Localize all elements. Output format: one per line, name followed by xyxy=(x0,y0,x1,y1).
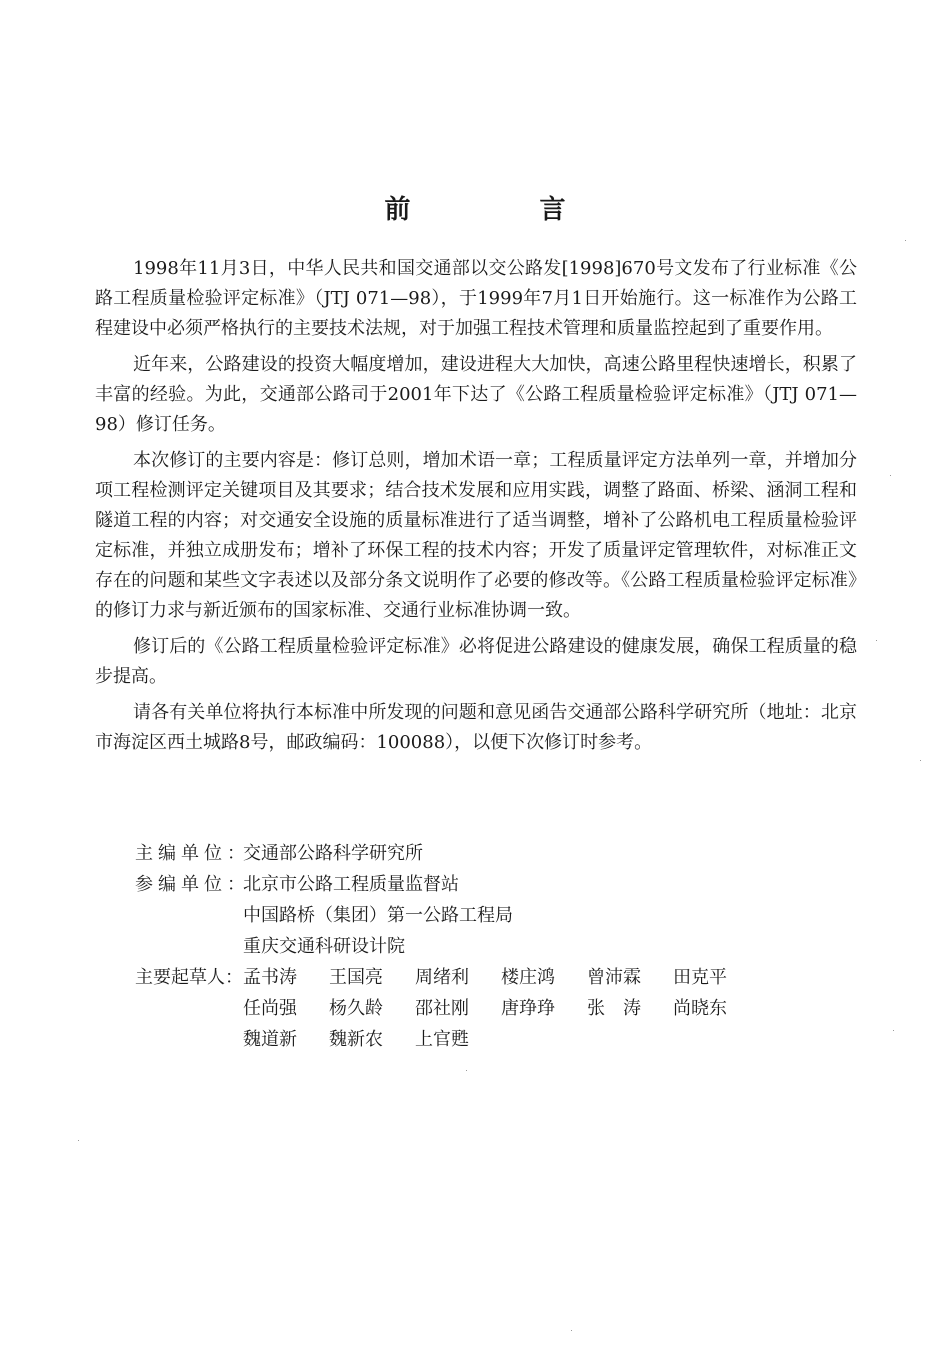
drafters-names xyxy=(243,962,855,1055)
drafter-name: 唐琤琤 xyxy=(501,998,555,1019)
scan-speck xyxy=(920,760,921,761)
preface-body xyxy=(95,254,857,764)
scan-speck xyxy=(905,240,906,241)
drafters-row xyxy=(135,962,855,1055)
credits-block xyxy=(135,838,855,1055)
drafter-name: 邵社刚 xyxy=(415,998,469,1019)
organization-name: 中国路桥（集团）第一公路工程局 xyxy=(243,905,513,926)
drafter-name: 上官甦 xyxy=(415,1029,469,1050)
drafter-name: 杨久龄 xyxy=(329,998,383,1019)
chief-editor-label: 主编单位： xyxy=(135,843,250,864)
drafter-name: 楼庄鸿 xyxy=(501,967,555,988)
scan-speck xyxy=(571,1330,572,1331)
paragraph: 近年来，公路建设的投资大幅度增加，建设进程大大加快，高速公路里程快速增长，积累了丰富的经验。为此，交通部公路司于2001年下达了《公路工程质量检验评定标准》（JTJ 071—98）修订任务。 xyxy=(95,354,857,435)
drafter-name: 尚晓东 xyxy=(673,998,727,1019)
paragraph: 本次修订的主要内容是：修订总则，增加术语一章；工程质量评定方法单列一章，并增加分项工程检测评定关键项目及其要求；结合技术发展和应用实践，调整了路面、桥梁、涵洞工程和隧道工程的内容；对交通安全设施的质量标准进行了适当调整，增补了公路机电工程质量检验评定标准，并独立成册发布；增补了环保工程的技术内容；开发了质量评定管理软件，对标准正文存在的问题和某些文字表述以及部分条文说明作了必要的修改等。《公路工程质量检验评定标准》的修订力求与新近颁布的国家标准、交通行业标准协调一致。 xyxy=(95,450,857,621)
drafter-name: 周绪利 xyxy=(415,967,469,988)
paragraph: 1998年11月3日，中华人民共和国交通部以交公路发[1998]670号文发布了行业标准《公路工程质量检验评定标准》（JTJ 071—98），于1999年7月1日开始施行。这一标准作为公路工程建设中必须严格执行的主要技术法规，对于加强工程技术管理和质量监控起到了重要作用。 xyxy=(95,258,857,339)
chief-editor-values xyxy=(243,838,855,869)
paragraph: 修订后的《公路工程质量检验评定标准》必将促进公路建设的健康发展，确保工程质量的稳步提高。 xyxy=(95,636,857,687)
drafter-name: 任尚强 xyxy=(243,998,297,1019)
scan-speck xyxy=(876,640,877,641)
drafter-name: 孟书涛 xyxy=(243,967,297,988)
chief-editor-row xyxy=(135,838,855,869)
scan-speck xyxy=(893,1030,894,1031)
drafters-label: 主要起草人： xyxy=(135,967,243,988)
participating-units-label: 参编单位： xyxy=(135,874,250,895)
paragraph: 请各有关单位将执行本标准中所发现的问题和意见函告交通部公路科学研究所（地址：北京市海淀区西土城路8号，邮政编码：100088），以便下次修订时参考。 xyxy=(95,702,857,753)
organization-name: 交通部公路科学研究所 xyxy=(243,843,423,864)
organization-name: 北京市公路工程质量监督站 xyxy=(243,874,459,895)
page-title: 前 言 xyxy=(384,195,626,225)
drafter-name: 曾沛霖 xyxy=(587,967,641,988)
participating-units-values xyxy=(243,869,855,962)
scan-speck xyxy=(78,1140,79,1141)
drafter-name: 王国亮 xyxy=(329,967,383,988)
scan-speck xyxy=(466,1070,467,1071)
drafter-name: 魏新农 xyxy=(329,1029,383,1050)
participating-units-row xyxy=(135,869,855,962)
scan-speck xyxy=(890,475,891,476)
drafter-name: 魏道新 xyxy=(243,1029,297,1050)
drafter-name: 张 涛 xyxy=(587,998,641,1019)
organization-name: 重庆交通科研设计院 xyxy=(243,936,405,957)
drafter-name: 田克平 xyxy=(673,967,727,988)
